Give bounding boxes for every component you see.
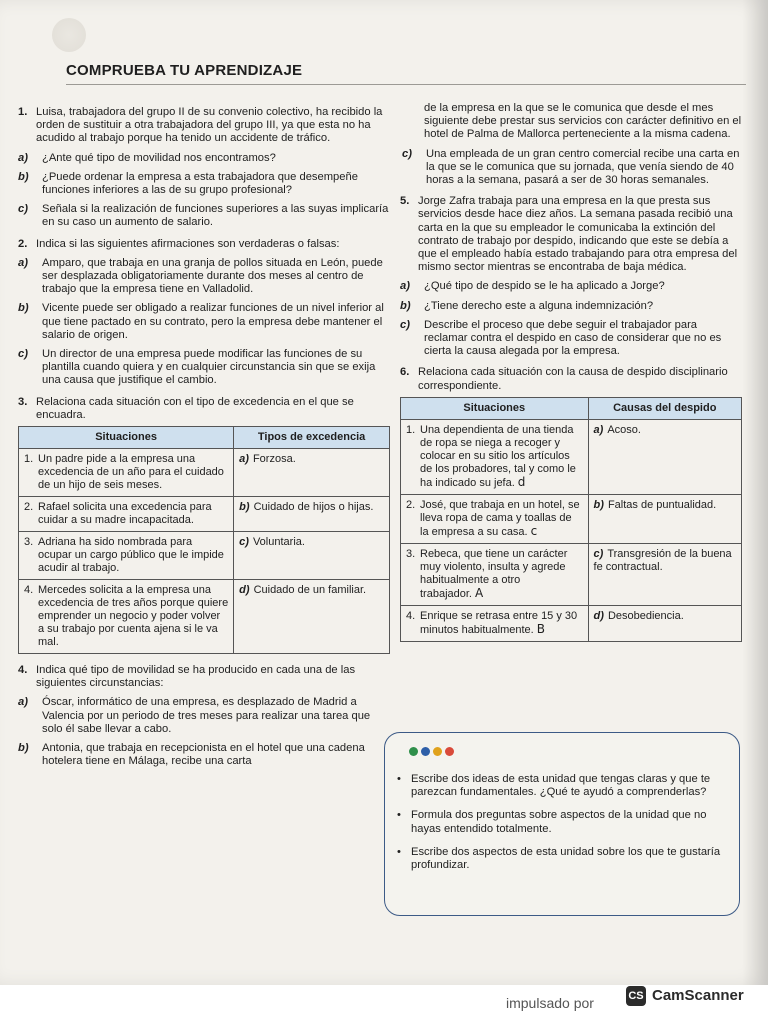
question-item: c) Un director de una empresa puede modificar las funciones de su plantilla cuando quiera y en cualquier circunstancia sin que se exija una causa que justifique el cambio. (18, 348, 376, 387)
bullet-icon: • (397, 773, 401, 785)
question-6 (400, 366, 742, 641)
right-column (400, 102, 742, 650)
table-row (401, 494, 742, 543)
type-cell: a) Forzosa. (234, 449, 390, 497)
situation-cell: 1. Un padre pide a la empresa una excedencia de un año para el cuidado de un hijo de seis meses. (19, 449, 234, 497)
question-item: c) Señala si la realización de funciones superiores a las suyas implicaría en su caso un aumento de salario. (18, 203, 389, 229)
handwritten-answer: c (530, 523, 538, 538)
type-cell: d) Cuidado de un familiar. (234, 580, 390, 654)
bullet-icon: • (397, 809, 401, 822)
scanner-prefix: impulsado por (506, 995, 594, 1011)
reflection-box (384, 732, 740, 916)
question-number: 4. (18, 664, 28, 677)
dot-red (445, 747, 454, 756)
table-header: Tipos de excedencia (234, 427, 390, 449)
table-header: Situaciones (19, 427, 234, 449)
question-item: c) Una empleada de un gran centro comercial recibe una carta en la que se le comunica que su jornada, que venía siendo de 40 horas a la semana, pasará a ser de 30 horas semanales. (402, 147, 740, 187)
question-text: Jorge Zafra trabaja para una empresa en la que presta sus servicios desde hace diez años. La semana pasada recibió una carta en la que su empleador le comunicaba la extinción del contrato de trabajo por despido, indicando que este se debía a que el empleado había estado trabajando para otra empresa del mismo sector mientras se encontraba de baja médica. (418, 195, 738, 274)
camscanner-logo-icon: CS (626, 986, 646, 1006)
camscanner-name: CamScanner (652, 987, 744, 1004)
question-item: b) Vicente puede ser obligado a realizar funciones de un nivel inferior al que tiene pactado en su contrato, pero la empresa debe mantener el salario de origen. (18, 302, 384, 341)
table-row (401, 419, 742, 494)
question-number: 1. (18, 106, 28, 118)
cause-cell: c) Transgresión de la buena fe contractual. (588, 543, 741, 605)
list-item: • Escribe dos ideas de esta unidad que tengas claras y que te parezcan fundamentales. ¿Qué te ayudó a comprenderlas? (397, 773, 711, 799)
dot-yellow (433, 747, 442, 756)
situation-cell: 4. Enrique se retrasa entre 15 y 30 minutos habitualmente. B (401, 605, 589, 641)
situation-cell: 2. José, que trabaja en un hotel, se lleva ropa de cama y toallas de la empresa a su casa. c (401, 494, 589, 543)
question-text: Relaciona cada situación con la causa de despido disciplinario correspondiente. (418, 366, 728, 392)
page-edge-shadow (742, 0, 768, 985)
question-3 (18, 396, 390, 654)
question-4 (18, 664, 390, 768)
question-item: a) Amparo, que trabaja en una granja de pollos situada en León, puede ser desplazada obligatoriamente durante dos meses al centro de trabajo que la empresa tiene en Valladolid. (18, 256, 383, 296)
situation-cell: 1. Una dependienta de una tienda de ropa se niega a recoger y colocar en su sitio los artículos de los probadores, tal y como le ha indicado su jefa. d (401, 419, 589, 494)
left-column (18, 106, 390, 776)
despido-table (400, 397, 742, 642)
bullet-icon: • (397, 845, 401, 858)
cause-cell: d) Desobediencia. (588, 605, 741, 641)
question-text: Indica qué tipo de movilidad se ha producido en cada una de las siguientes circunstancias: (36, 664, 356, 690)
situation-cell: 3. Adriana ha sido nombrada para ocupar un cargo público que le impide acudir al trabajo. (19, 532, 234, 580)
handwritten-answer: A (474, 585, 484, 600)
question-item: a) ¿Ante qué tipo de movilidad nos encontramos? (18, 151, 276, 164)
table-header: Situaciones (401, 397, 589, 419)
situation-cell: 2. Rafael solicita una excedencia para cuidar a su madre incapacitada. (19, 497, 234, 532)
question-text: Relaciona cada situación con el tipo de excedencia en el que se encuadra. (36, 395, 354, 421)
page-stamp-mark (52, 18, 86, 52)
question-number: 3. (18, 395, 28, 408)
question-5 (400, 195, 742, 358)
question-1 (18, 106, 390, 230)
table-row (19, 532, 390, 580)
color-dots (409, 743, 457, 761)
table-row (401, 605, 742, 641)
table-row (19, 580, 390, 654)
question-number: 5. (400, 195, 410, 208)
excedencia-table (18, 426, 390, 654)
question-2 (18, 238, 390, 388)
continuation-text: de la empresa en la que se le comunica que desde el mes siguiente debe prestar sus servicios con carácter definitivo en el hotel de Palma de Mallorca perteneciente a la misma cadena. (424, 102, 742, 141)
type-cell: c) Voluntaria. (234, 532, 390, 580)
dot-blue (421, 747, 430, 756)
type-cell: b) Cuidado de hijos o hijas. (234, 497, 390, 532)
list-item: • Formula dos preguntas sobre aspectos de la unidad que no hayas entendido totalmente. (397, 809, 707, 835)
situation-cell: 3. Rebeca, que tiene un carácter muy violento, insulta y agrede habitualmente a otro trabajador. A (401, 543, 589, 605)
handwritten-answer: d (517, 474, 526, 489)
list-item: • Escribe dos aspectos de esta unidad sobre los que te gustaría profundizar. (397, 845, 721, 872)
question-text: Indica si las siguientes afirmaciones son verdaderas o falsas: (36, 237, 340, 250)
table-header: Causas del despido (588, 397, 741, 419)
title-divider (66, 84, 746, 85)
table-row (401, 543, 742, 605)
question-4-continued (400, 102, 742, 187)
question-item: a) ¿Qué tipo de despido se le ha aplicado a Jorge? (400, 280, 665, 293)
cause-cell: a) Acoso. (588, 419, 741, 494)
handwritten-answer: B (536, 621, 545, 636)
cause-cell: b) Faltas de puntualidad. (588, 494, 741, 543)
table-row (19, 449, 390, 497)
dot-green (409, 747, 418, 756)
situation-cell: 4. Mercedes solicita a la empresa una excedencia de tres años porque quiere emprender un negocio y poder volver a su trabajo por cuenta ajena si le va mal. (19, 580, 234, 654)
page-title: COMPRUEBA TU APRENDIZAJE (66, 62, 303, 79)
question-item: a) Óscar, informático de una empresa, es desplazado de Madrid a Valencia por un periodo de tres meses para realizar una tarea que solo él sabe llevar a cabo. (18, 696, 371, 735)
question-item: b) ¿Tiene derecho este a alguna indemnización? (400, 299, 654, 312)
question-item: b) ¿Puede ordenar la empresa a esta trabajadora que desempeñe funciones inferiores a las de su grupo profesional? (18, 170, 358, 197)
question-text: Luisa, trabajadora del grupo II de su convenio colectivo, ha recibido la orden de sustituir a otra trabajadora del grupo III, ya que esta no ha acudido al trabajo porque ha tenido un accidente de tráfico. (36, 106, 383, 145)
question-number: 6. (400, 366, 410, 379)
question-item: b) Antonia, que trabaja en recepcionista en el hotel que una cadena hotelera tiene en Málaga, recibe una carta (18, 742, 365, 768)
table-row (19, 497, 390, 532)
reflection-list (397, 773, 725, 882)
question-item: c) Describe el proceso que debe seguir el trabajador para reclamar contra el despido en caso de considerar que no es cierta la causa alegada por la empresa. (400, 318, 722, 358)
question-number: 2. (18, 237, 28, 250)
